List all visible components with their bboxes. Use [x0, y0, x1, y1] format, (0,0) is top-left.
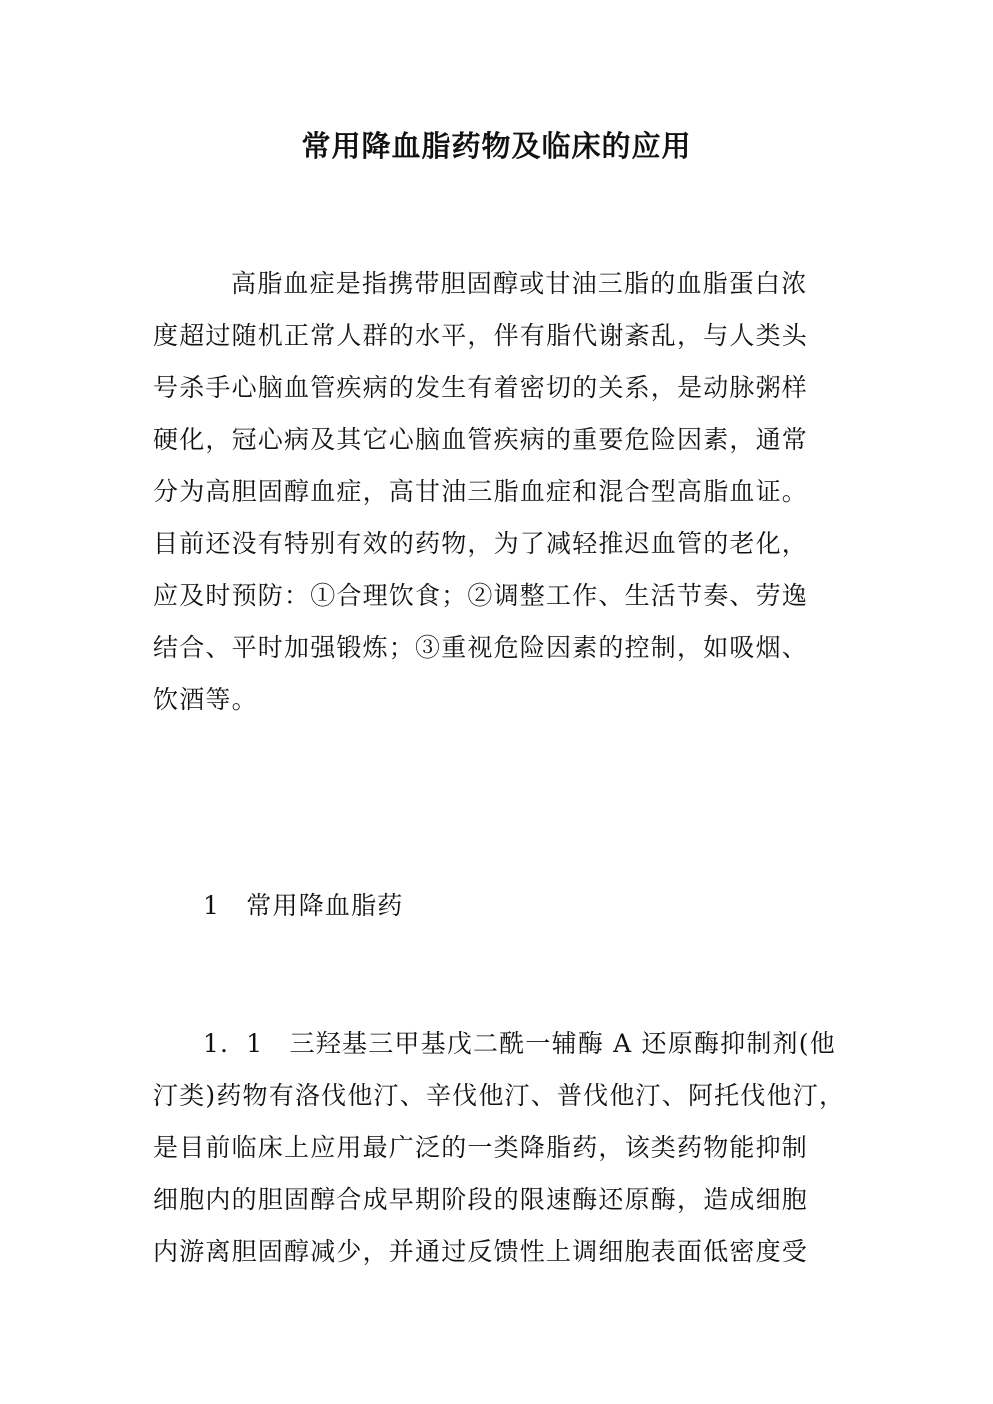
section-heading: 1 常用降血脂药: [203, 891, 404, 920]
paragraph-line: 目前还没有特别有效的药物，为了减轻推迟血管的老化，: [153, 529, 809, 558]
paragraph-line: 硬化，冠心病及其它心脑血管疾病的重要危险因素，通常: [153, 425, 809, 454]
paragraph-line: 汀类)药物有洛伐他汀、辛伐他汀、普伐他汀、阿托伐他汀，: [153, 1081, 846, 1110]
paragraph-line: 分为高胆固醇血症，高甘油三脂血症和混合型高脂血证。: [153, 477, 809, 506]
paragraph-line: 号杀手心脑血管疾病的发生有着密切的关系，是动脉粥样: [153, 373, 809, 402]
paragraph-line: 细胞内的胆固醇合成早期阶段的限速酶还原酶，造成细胞: [153, 1185, 809, 1214]
paragraph-line: 饮酒等。: [153, 685, 258, 714]
paragraph-line: 应及时预防：①合理饮食；②调整工作、生活节奏、劳逸: [153, 581, 809, 610]
document-title: 常用降血脂药物及临床的应用: [301, 129, 692, 163]
paragraph-line: 1．1 三羟基三甲基戊二酰一辅酶 A 还原酶抑制剂(他: [203, 1029, 836, 1058]
paragraph-line: 内游离胆固醇减少，并通过反馈性上调细胞表面低密度受: [153, 1237, 809, 1266]
paragraph-line: 结合、平时加强锻炼；③重视危险因素的控制，如吸烟、: [153, 633, 809, 662]
paragraph-line: 高脂血症是指携带胆固醇或甘油三脂的血脂蛋白浓: [231, 269, 808, 298]
paragraph-line: 是目前临床上应用最广泛的一类降脂药，该类药物能抑制: [153, 1133, 809, 1162]
paragraph-line: 度超过随机正常人群的水平，伴有脂代谢紊乱，与人类头: [153, 321, 809, 350]
intro-paragraph: [153, 258, 843, 726]
section-1-1-paragraph: [153, 1018, 846, 1278]
